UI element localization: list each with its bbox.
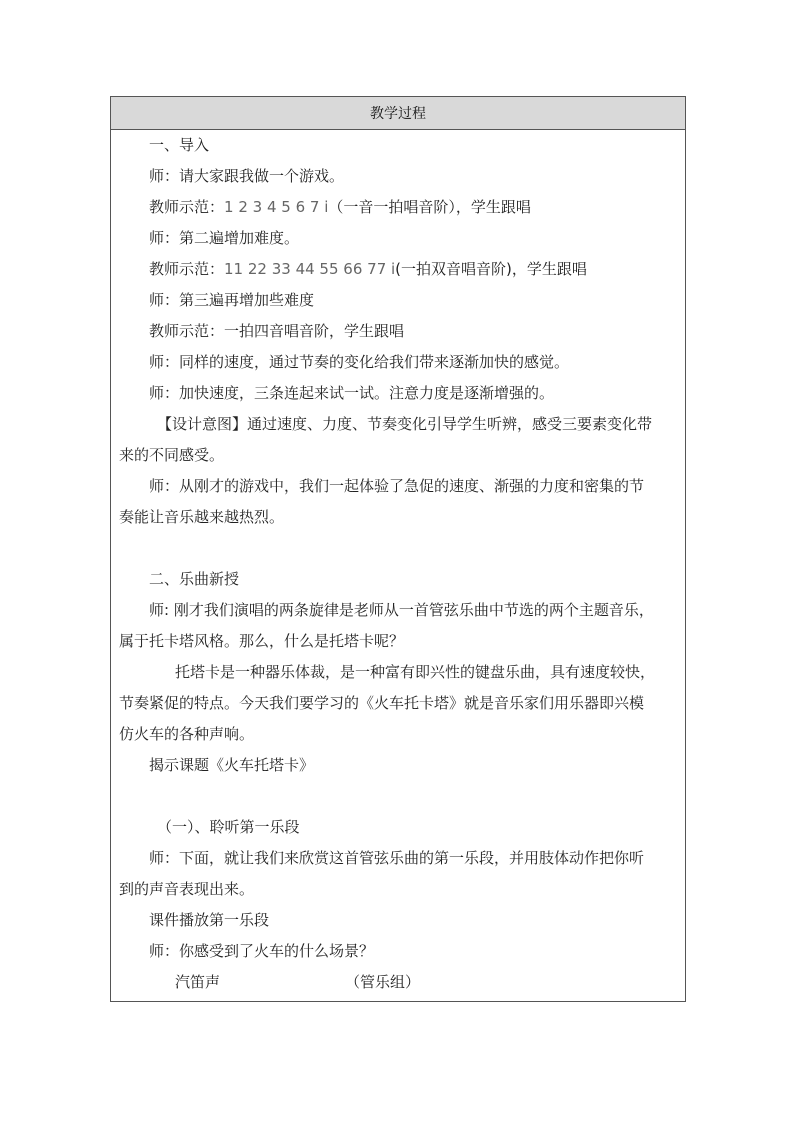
paragraph-cont: 到的声音表现出来。 [119, 880, 255, 898]
paragraph: 师：从刚才的游戏中，我们一起体验了急促的速度、渐强的力度和密集的节 [149, 477, 645, 495]
paragraph: 教师示范：一拍四音唱音阶，学生跟唱 [149, 322, 405, 340]
paragraph-cont: 奏能让音乐越来越热烈。 [119, 508, 285, 526]
paragraph: 课件播放第一乐段 [149, 911, 270, 929]
spacer [119, 533, 677, 564]
scale-notation: 11 22 33 44 55 66 77 i [224, 260, 396, 278]
paragraph: 师: 刚才我们演唱的两条旋律是老师从一首管弦乐曲中节选的两个主题音乐， [149, 601, 654, 619]
table-header: 教学过程 [111, 97, 685, 130]
paragraph-cont: 属于托卡塔风格。那么，什么是托塔卡呢？ [119, 632, 405, 650]
instrument-group: （管乐组） [345, 973, 421, 991]
paragraph: 师：加快速度，三条连起来试一试。注意力度是逐渐增强的。 [149, 384, 555, 402]
paragraph-cont: 仿火车的各种声响。 [119, 725, 255, 743]
design-intent: 【设计意图】通过速度、力度、节奏变化引导学生听辨，感受三要素变化带 [157, 415, 653, 433]
sound-row [119, 967, 677, 998]
paragraph: 师：同样的速度，通过节奏的变化给我们带来逐渐加快的感觉。 [149, 353, 570, 371]
sound-name: 汽笛声 [175, 973, 221, 991]
design-intent-cont: 来的不同感受。 [119, 446, 225, 464]
spacer [119, 781, 677, 812]
paragraph: 师：第二遍增加难度。 [149, 229, 300, 247]
paragraph: 师：你感受到了火车的什么场景？ [149, 942, 375, 960]
paragraph: 揭示课题《火车托塔卡》 [149, 756, 315, 774]
paragraph: 托塔卡是一种器乐体裁，是一种富有即兴性的键盘乐曲，具有速度较快， [175, 663, 656, 681]
paragraph: 师：请大家跟我做一个游戏。 [149, 167, 345, 185]
subsection-title: （一）、聆听第一乐段 [157, 818, 300, 836]
paragraph: 教师示范：11 22 33 44 55 66 77 i(一拍双音唱音阶)，学生跟唱 [149, 260, 587, 278]
section-title-intro: 一、导入 [149, 136, 210, 154]
table-content [111, 130, 685, 998]
paragraph-cont: 节奏紧促的特点。今天我们要学习的《火车托卡塔》就是音乐家们用乐器即兴模 [119, 694, 645, 712]
scale-notation: 1 2 3 4 5 6 7 i [224, 198, 329, 216]
section-title-new: 二、乐曲新授 [149, 570, 240, 588]
lesson-table [110, 96, 686, 1002]
paragraph: 师：下面，就让我们来欣赏这首管弦乐曲的第一乐段，并用肢体动作把你听 [149, 849, 645, 867]
paragraph: 教师示范：1 2 3 4 5 6 7 i（一音一拍唱音阶），学生跟唱 [149, 198, 531, 216]
paragraph: 师：第三遍再增加些难度 [149, 291, 315, 309]
